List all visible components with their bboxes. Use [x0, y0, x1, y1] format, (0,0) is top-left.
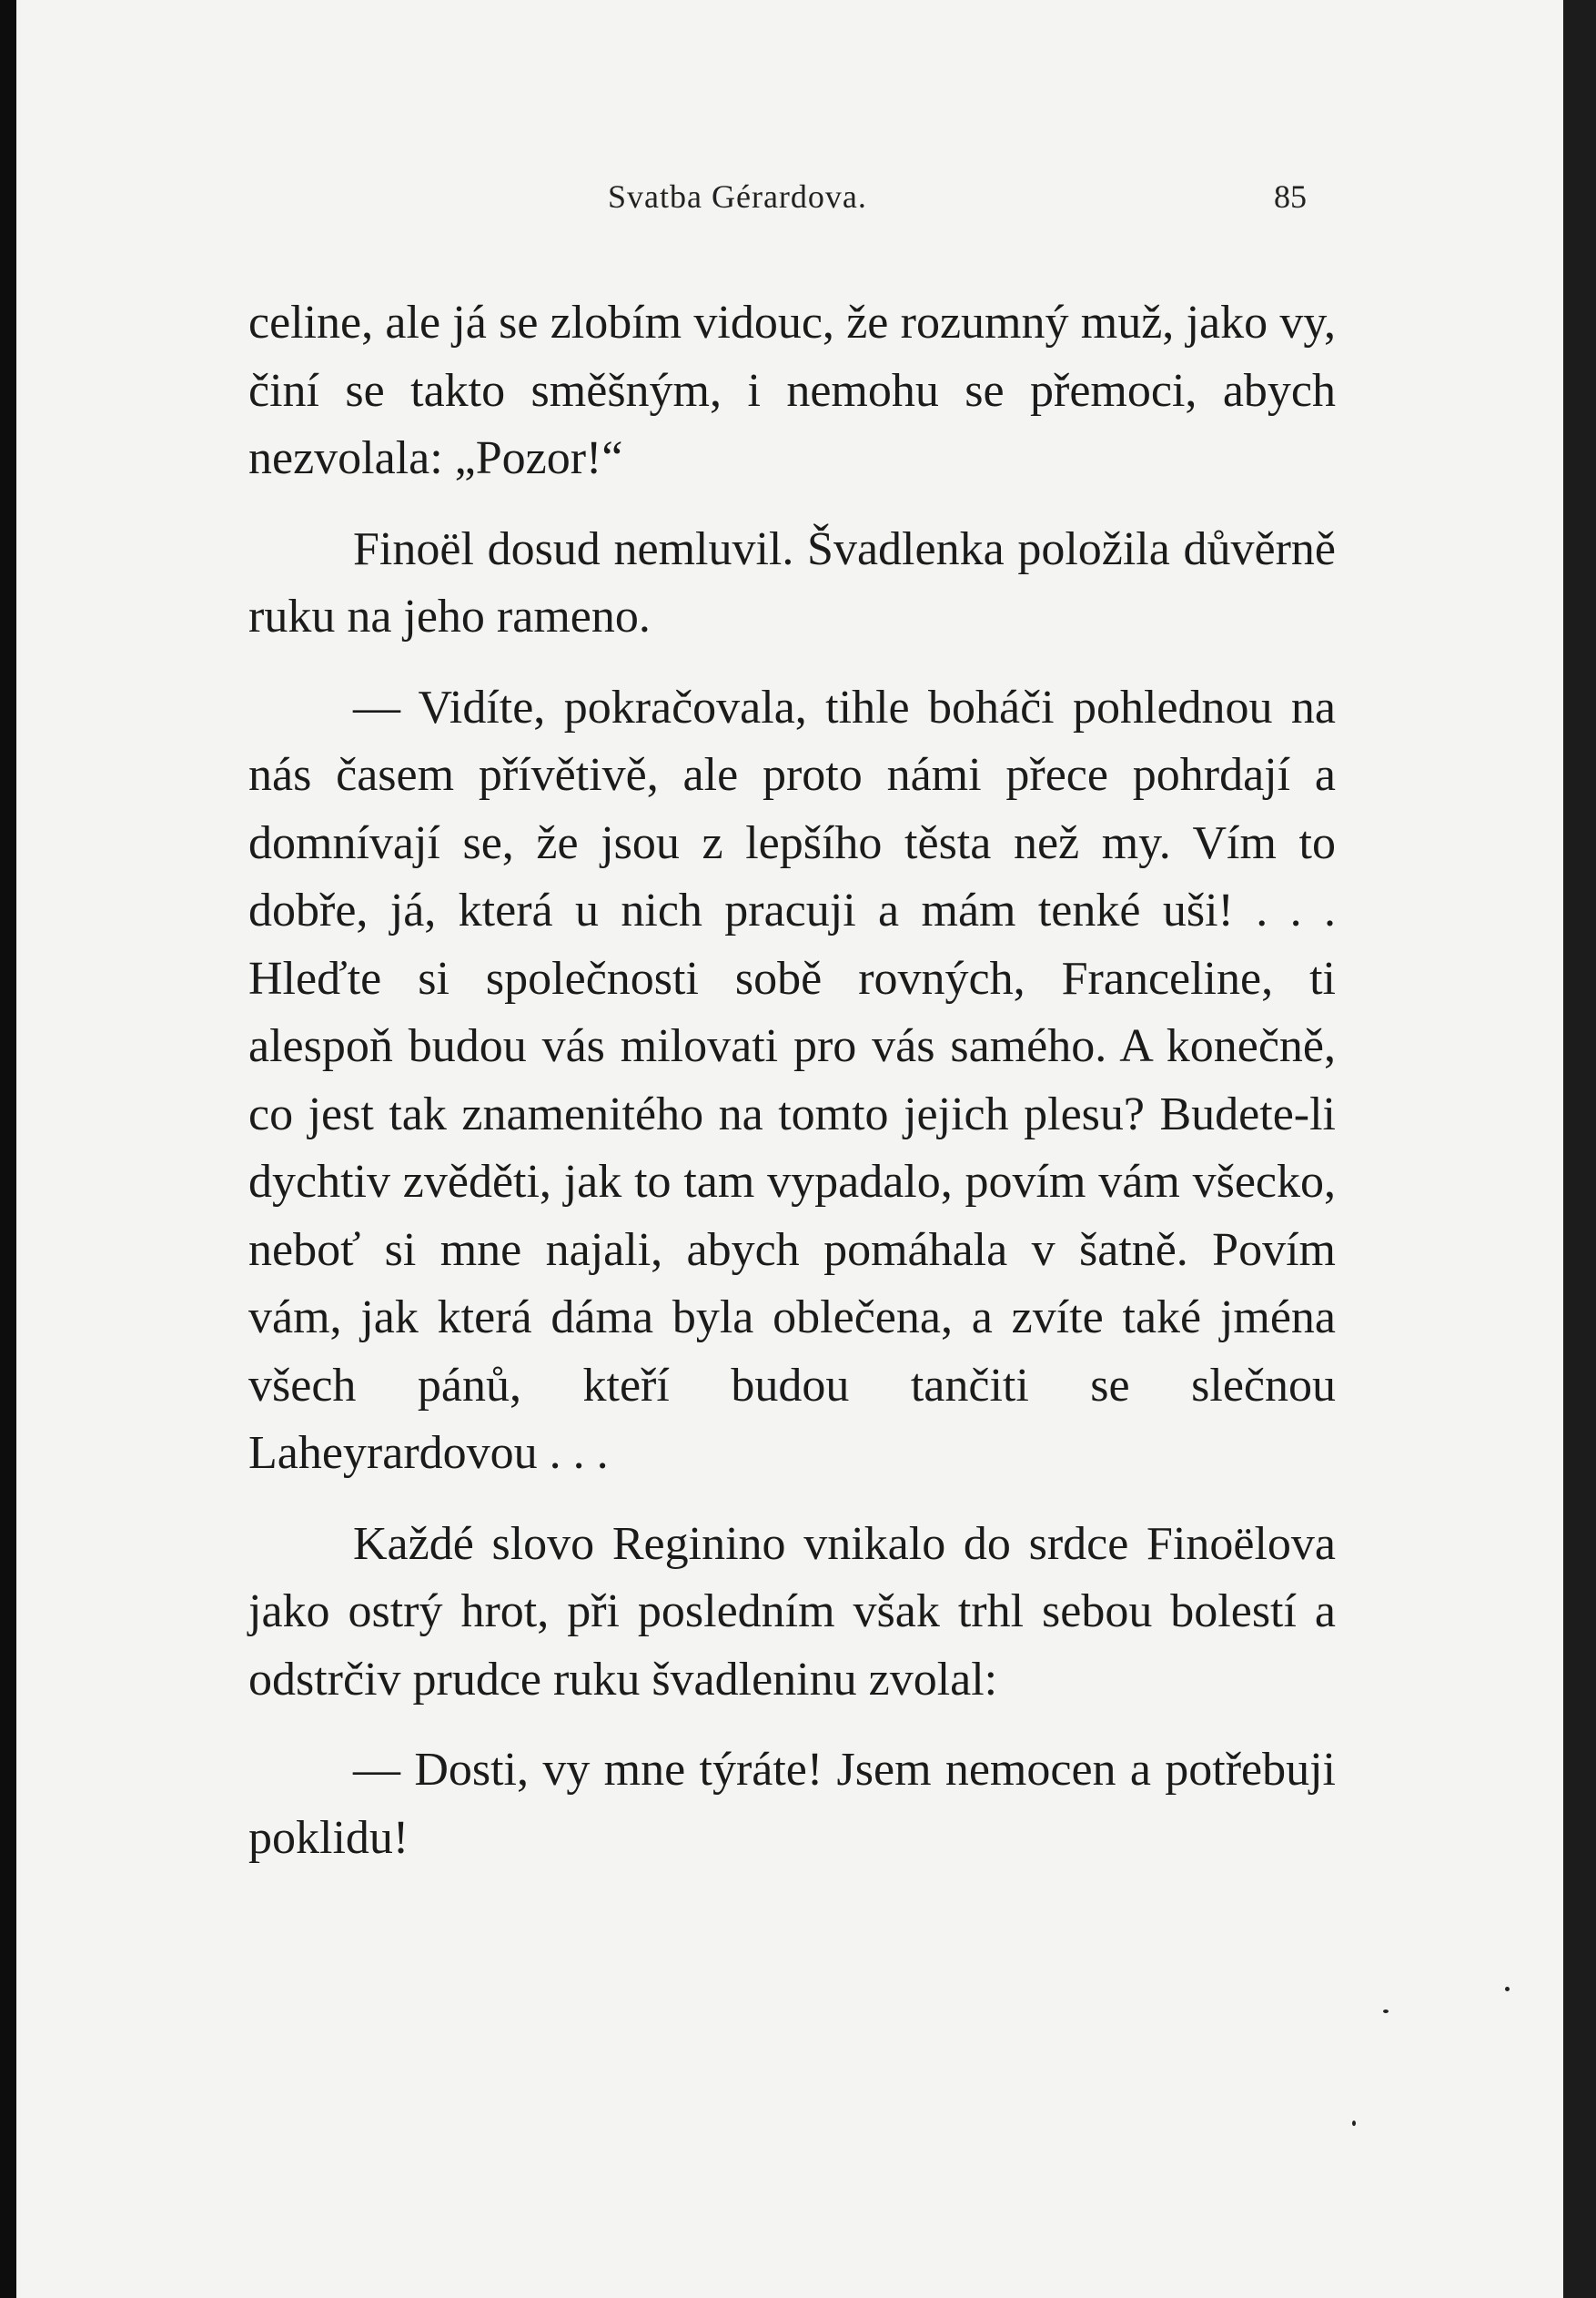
scan-speck	[1352, 2121, 1356, 2126]
scan-speck	[1505, 1987, 1510, 1991]
running-title: Svatba Gérardova.	[608, 178, 867, 215]
body-text	[248, 289, 1336, 1895]
paragraph: Každé slovo Reginino vnikalo do srdce Finoëlova jako ostrý hrot, při posledním však trhl sebou bolestí a odstrčiv prudce ruku švadleninu zvolal:	[248, 1517, 1336, 1706]
paragraph-dialogue: — Dosti, vy mne týráte! Jsem nemocen a potřebuji poklidu!	[248, 1744, 1336, 1864]
scan-left-edge	[0, 0, 16, 2298]
paragraph-dialogue: — Vidíte, pokračovala, tihle boháči pohlednou na nás časem přívětivě, ale proto námi přece pohrdají a domnívají se, že jsou z lepšího těsta než my. Vím to dobře, já, která u nich pracuji a mám tenké uši! . . . Hleďte si společnosti sobě rovných, Franceline, ti alespoň budou vás milovati pro vás samého. A konečně, co jest tak znamenitého na tomto jejich plesu? Budete-li dychtiv zvěděti, jak to tam vypadalo, povím vám všecko, neboť si mne najali, abych pomáhala v šatně. Povím vám, jak která dáma byla oblečena, a zvíte také jména všech pánů, kteří budou tančiti se slečnou Laheyrardovou . . .	[248, 681, 1336, 1479]
scan-right-edge	[1563, 0, 1596, 2298]
page-number: 85	[1274, 178, 1307, 215]
scan-speck	[1383, 2009, 1389, 2013]
paragraph-continued: celine, ale já se zlobím vidouc, že rozumný muž, jako vy, činí se takto směšným, i nemohu se přemoci, abych nezvolala: „Pozor!“	[248, 297, 1336, 484]
paragraph: Finoël dosud nemluvil. Švadlenka položila důvěrně ruku na jeho rameno.	[248, 522, 1336, 643]
book-page	[16, 0, 1563, 2298]
page-header	[16, 177, 1563, 223]
